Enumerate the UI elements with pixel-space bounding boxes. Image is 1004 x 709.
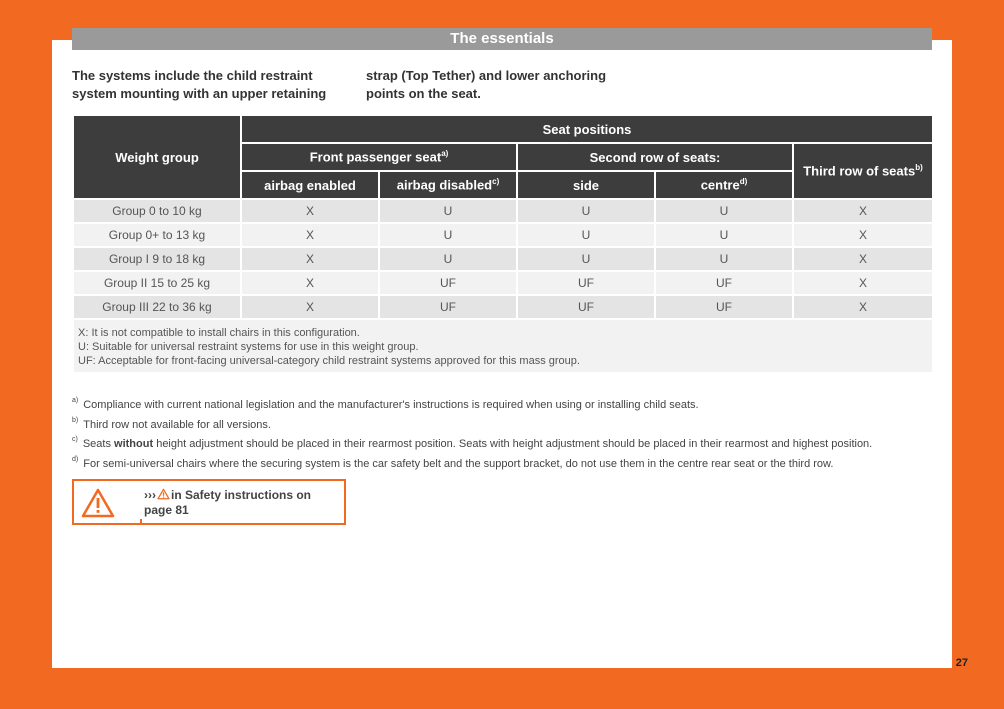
weight-group-header: Weight group	[73, 115, 241, 199]
legend-x: X: It is not compatible to install chairs in this configuration.	[78, 327, 360, 339]
table-cell: U	[379, 247, 517, 271]
table-cell: X	[793, 247, 933, 271]
table-cell: U	[655, 223, 793, 247]
airbag-enabled-header: airbag enabled	[241, 171, 379, 199]
table-cell: UF	[517, 295, 655, 319]
section-header: The essentials	[72, 28, 932, 50]
table-row	[73, 271, 933, 295]
warning-divider	[140, 519, 142, 523]
table-cell: X	[793, 199, 933, 223]
airbag-disabled-header: airbag disabled$^{c)}$	[379, 171, 517, 199]
row-label: Group III 22 to 36 kg	[73, 295, 241, 319]
footnote-c: $^{c)}$ Seats without height adjustment should be placed in their rearmost position. Seats with height adjustment should be placed in their rearmost and highest position.	[72, 436, 873, 450]
centre-header: centre$^{d)}$	[655, 171, 793, 199]
table-cell: UF	[517, 271, 655, 295]
row-label: Group II 15 to 25 kg	[73, 271, 241, 295]
intro-text-right: strap (Top Tether) and lower anchoring points on the seat.	[366, 68, 607, 101]
table-cell: UF	[379, 271, 517, 295]
table-cell: U	[379, 223, 517, 247]
table-cell: X	[793, 295, 933, 319]
inline-warning-icon	[157, 488, 170, 500]
legend-uf: UF: Acceptable for front-facing universal-category child restraint systems approved for this mass group.	[78, 355, 580, 367]
table-cell: U	[517, 247, 655, 271]
footnote-d: $^{d)}$ For semi-universal chairs where the securing system is the car safety belt and the support bracket, do not use them in the centre rear seat or the third row.	[72, 455, 834, 470]
table-cell: UF	[379, 295, 517, 319]
table-row	[73, 247, 933, 271]
table-legend	[73, 319, 933, 373]
warning-triangle-icon	[80, 487, 116, 519]
footnote-b: $^{b)}$ Third row not available for all versions.	[72, 416, 271, 431]
warning-link[interactable]: ››› in Safety instructions on page 81	[144, 488, 312, 517]
table-cell: U	[517, 223, 655, 247]
side-header: side	[517, 171, 655, 199]
legend-u: U: Suitable for universal restraint systems for use in this weight group.	[78, 341, 419, 353]
seat-positions-table	[72, 114, 934, 374]
footnotes	[72, 393, 932, 471]
table-cell: UF	[655, 271, 793, 295]
table-cell: X	[241, 295, 379, 319]
table-cell: X	[241, 199, 379, 223]
table-row	[73, 295, 933, 319]
table-cell: UF	[655, 295, 793, 319]
safety-warning-box	[72, 479, 346, 525]
row-label: Group 0+ to 13 kg	[73, 223, 241, 247]
third-row-header: Third row of seats$^{b)}$	[793, 143, 933, 199]
row-label: Group I 9 to 18 kg	[73, 247, 241, 271]
table-cell: U	[655, 199, 793, 223]
table-cell: U	[379, 199, 517, 223]
table-cell: X	[241, 271, 379, 295]
table-row	[73, 199, 933, 223]
table-row	[73, 223, 933, 247]
table-cell: X	[241, 247, 379, 271]
row-label: Group 0 to 10 kg	[73, 199, 241, 223]
table-cell: X	[793, 271, 933, 295]
seat-positions-header: Seat positions	[241, 115, 933, 143]
table-cell: X	[793, 223, 933, 247]
second-row-header: Second row of seats:	[517, 143, 793, 171]
intro-text-left: The systems include the child restraint system mounting with an upper retaining	[72, 68, 327, 101]
table-cell: X	[241, 223, 379, 247]
front-passenger-header: Front passenger seat$^{a)}$	[241, 143, 517, 171]
footnote-a: $^{a)}$ Compliance with current national legislation and the manufacturer's instructions is required when using or installing child seats.	[72, 397, 699, 411]
table-cell: U	[517, 199, 655, 223]
page-number: 27	[955, 657, 968, 669]
table-cell: U	[655, 247, 793, 271]
